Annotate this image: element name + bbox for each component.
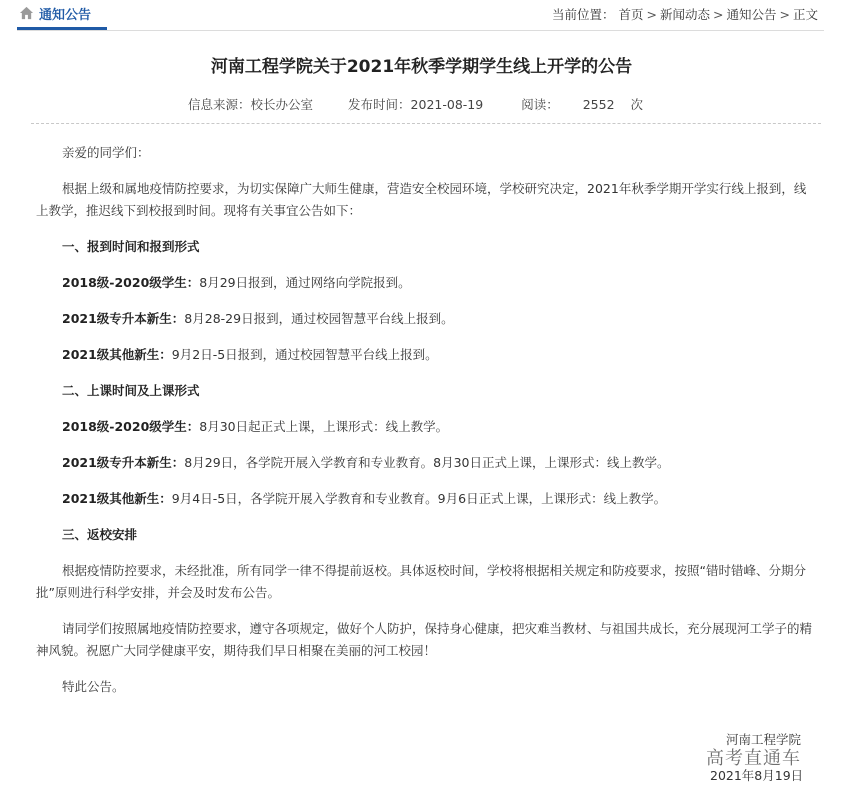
page-title: 河南工程学院关于2021年秋季学期学生线上开学的公告 bbox=[210, 57, 633, 77]
section3-paragraph-1: 根据疫情防控要求，未经批准，所有同学一律不得提前返校。具体返校时间，学校将根据相关规定和防疫要求，按照“错时错峰、分期分批”原则进行科学安排，并会及时发布公告。 bbox=[36, 563, 806, 600]
breadcrumb-current: 正文 bbox=[792, 7, 818, 22]
section1-item bbox=[62, 344, 812, 366]
section1-item bbox=[62, 308, 812, 330]
breadcrumb-home[interactable]: 首页 bbox=[618, 7, 644, 22]
article-meta bbox=[188, 95, 643, 113]
section3-heading: 三、返校安排 bbox=[62, 527, 138, 542]
section-title: 通知公告 bbox=[39, 8, 92, 23]
item-text: 8月29日，各学院开展入学教育和专业教育。8月30日正式上课，上课形式：线上教学。 bbox=[184, 455, 670, 470]
item-text: 8月29日报到，通过网络向学院报到。 bbox=[199, 275, 411, 290]
section2-item bbox=[62, 416, 812, 438]
section3-paragraph-2: 请同学们按照属地疫情防控要求，遵守各项规定，做好个人防护，保持身心健康，把灾难当教材、与祖国共成长，充分展现河工学子的精神风貌。祝愿广大同学健康平安，期待我们早日相聚在美丽的河工校园！ bbox=[36, 621, 813, 658]
item-label: 2021级专升本新生： bbox=[62, 455, 185, 470]
section2-item bbox=[62, 452, 812, 474]
header-bar bbox=[17, 0, 824, 31]
article-body bbox=[36, 142, 813, 698]
date-value: 2021-08-19 bbox=[410, 97, 484, 112]
views-unit: 次 bbox=[630, 97, 644, 112]
item-label: 2018级-2020级学生： bbox=[62, 275, 200, 290]
closing: 特此公告。 bbox=[62, 679, 125, 694]
item-label: 2021级其他新生： bbox=[62, 491, 172, 506]
breadcrumb: 当前位置： 首页 > 新闻动态 > 通知公告 > 正文 bbox=[551, 7, 818, 22]
section2-heading: 二、上课时间及上课形式 bbox=[62, 383, 200, 398]
section2-item bbox=[62, 488, 812, 510]
watermark: 高考直通车 bbox=[706, 748, 801, 769]
item-text: 9月4日-5日，各学院开展入学教育和专业教育。9月6日正式上课，上课形式：线上教学。 bbox=[171, 491, 667, 506]
views-label: 阅读： bbox=[521, 97, 559, 112]
item-label: 2021级专升本新生： bbox=[62, 311, 185, 326]
section-tab[interactable] bbox=[17, 0, 107, 30]
source-value: 校长办公室 bbox=[250, 97, 314, 112]
item-text: 8月30日起正式上课，上课形式：线上教学。 bbox=[199, 419, 449, 434]
item-text: 9月2日-5日报到，通过校园智慧平台线上报到。 bbox=[171, 347, 438, 362]
sign-date: 2021年8月19日 bbox=[710, 768, 804, 783]
item-label: 2021级其他新生： bbox=[62, 347, 172, 362]
breadcrumb-label: 当前位置： bbox=[551, 7, 615, 22]
section1-item bbox=[62, 272, 812, 294]
breadcrumb-news[interactable]: 新闻动态 bbox=[659, 7, 710, 22]
views-count: 2552 bbox=[582, 97, 615, 112]
intro-paragraph: 根据上级和属地疫情防控要求，为切实保障广大师生健康，营造安全校园环境，学校研究决定，2021年秋季学期开学实行线上报到，线上教学，推迟线下到校报到时间。现将有关事宜公告如下： bbox=[36, 181, 807, 218]
source-label: 信息来源： bbox=[188, 97, 251, 112]
item-text: 8月28-29日报到，通过校园智慧平台线上报到。 bbox=[184, 311, 454, 326]
greeting: 亲爱的同学们： bbox=[62, 145, 150, 160]
home-icon bbox=[19, 6, 34, 20]
section1-heading: 一、报到时间和报到形式 bbox=[62, 239, 200, 254]
item-label: 2018级-2020级学生： bbox=[62, 419, 200, 434]
breadcrumb-notices[interactable]: 通知公告 bbox=[726, 7, 777, 22]
signature: 河南工程学院 bbox=[726, 732, 802, 747]
divider bbox=[31, 123, 821, 124]
date-label: 发布时间： bbox=[348, 97, 411, 112]
